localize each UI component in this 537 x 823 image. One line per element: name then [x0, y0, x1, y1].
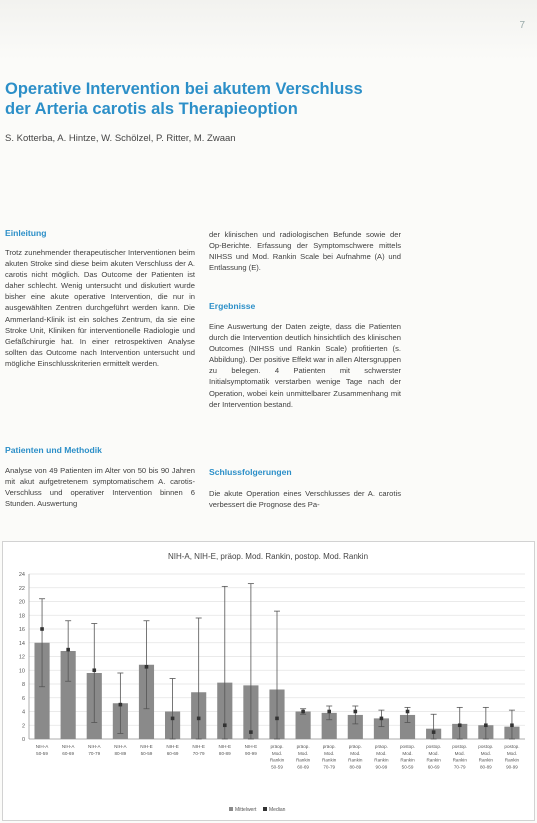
x-tick-label: Rankin	[295, 757, 311, 763]
y-tick-label: 0	[21, 737, 25, 744]
x-tick-label: Rankin	[400, 757, 415, 763]
scan-edge	[0, 0, 537, 60]
x-tick-label: Rankin	[374, 757, 389, 763]
x-tick-label: 70-79	[192, 750, 205, 756]
y-tick-label: 8	[21, 682, 25, 689]
median-point	[249, 730, 253, 734]
x-tick-label: präop.	[270, 744, 284, 749]
section-schluss	[209, 467, 401, 510]
median-point	[354, 710, 358, 714]
figure-chart	[2, 541, 535, 821]
heading-ergebnisse: Ergebnisse	[209, 301, 256, 311]
x-tick-label: NIH-E	[218, 744, 232, 749]
text-patienten: Analyse von 49 Patienten im Alter von 50 bis 90 Jahren mit akut aufgetretenem symptomatischem A. carotis-Verschluss und operativer Intervention binnen 6 Stunden. Auswertung	[5, 466, 195, 509]
median-point	[92, 668, 96, 672]
section-einleitung	[5, 228, 195, 369]
x-tick-label: NIH-E	[166, 744, 179, 749]
median-point	[171, 717, 175, 721]
x-tick-label: 80-89	[218, 750, 231, 756]
article-title-line-2: der Arteria carotis als Therapieoption	[5, 100, 298, 118]
y-tick-label: 12	[18, 654, 25, 661]
x-tick-label: Rankin	[452, 757, 467, 763]
x-tick-label: Rankin	[504, 757, 520, 763]
x-tick-label: Rankin	[426, 757, 441, 763]
x-tick-label: präop.	[348, 744, 362, 749]
section-ergebnisse	[209, 301, 401, 410]
median-point	[484, 723, 488, 727]
x-tick-label: NIH-A	[88, 744, 101, 749]
x-tick-label: postop.	[478, 744, 494, 749]
bar-chart-svg	[3, 542, 534, 820]
chart-title: NIH-A, NIH-E, präop. Mod. Rankin, postop. Mod. Rankin	[167, 552, 369, 561]
median-point	[301, 710, 305, 714]
x-tick-label: Mod.	[506, 750, 518, 756]
median-point	[145, 665, 149, 669]
x-tick-label: 50-59	[401, 764, 414, 770]
x-tick-label: Rankin	[322, 757, 337, 763]
x-tick-label: 90-99	[245, 750, 257, 756]
x-tick-label: postop.	[399, 744, 416, 749]
median-point	[66, 648, 70, 652]
x-tick-label: 80-89	[349, 764, 362, 770]
article-authors: S. Kotterba, A. Hintze, W. Schölzel, P. Ritter, M. Zwaan	[5, 133, 236, 144]
x-tick-label: postop.	[452, 744, 468, 749]
x-tick-label: Mod.	[480, 750, 491, 756]
x-tick-label: Mod.	[376, 750, 387, 756]
x-tick-label: 50-59	[36, 750, 48, 756]
x-tick-label: NIH-A	[114, 744, 127, 749]
x-tick-label: Mod.	[324, 750, 335, 756]
median-point	[380, 717, 384, 721]
legend-label-median: Median	[269, 807, 286, 813]
x-tick-label: 80-89	[114, 750, 127, 756]
x-tick-label: Mod.	[350, 750, 361, 756]
x-tick-label: 90-99	[375, 764, 388, 770]
x-tick-label: Mod.	[428, 750, 439, 756]
heading-schluss: Schlussfolgerungen	[209, 467, 292, 477]
x-tick-label: 50-59	[271, 764, 283, 770]
x-tick-label: Rankin	[348, 757, 363, 763]
x-tick-label: Rankin	[269, 757, 285, 763]
text-schluss: Die akute Operation eines Verschlusses der A. carotis verbessert die Prognose des Pa-	[209, 489, 401, 510]
median-point	[275, 717, 279, 721]
median-point	[197, 717, 201, 721]
x-tick-label: 70-79	[88, 750, 101, 756]
x-tick-label: präop.	[374, 744, 388, 749]
x-tick-label: 70-79	[323, 764, 336, 770]
section-right-intro	[209, 229, 401, 273]
heading-patienten: Patienten und Methodik	[5, 445, 102, 455]
y-tick-label: 16	[18, 627, 25, 634]
x-tick-label: 70-79	[453, 764, 466, 770]
x-tick-label: 90-99	[506, 764, 518, 770]
x-tick-label: 60-69	[62, 750, 75, 756]
y-tick-label: 20	[18, 599, 25, 606]
x-tick-label: NIH-A	[61, 744, 75, 749]
legend-swatch-mittelwert	[229, 807, 233, 811]
heading-einleitung: Einleitung	[5, 228, 47, 238]
x-tick-label: postop.	[504, 744, 520, 749]
median-point	[40, 627, 44, 631]
y-tick-label: 24	[18, 572, 25, 579]
x-tick-label: Mod.	[402, 750, 413, 756]
legend-label-mittelwert: Mittelwert	[235, 807, 257, 813]
text-ergebnisse: Eine Auswertung der Daten zeigte, dass die Patienten durch die Intervention deutlich hinsichtlich des klinischen Outcomes (NIHSS und Rankin Scale) profitierten (s. Abbildung). Der positive Effekt war in allen Altersgruppen zu belegen. 4 Patienten mit schwerster Initialsymptomatik verstarben wenige Tage nach der Operation, wobei kein unmittelbarer Zusammenhang mit der Intervention bestand.	[209, 322, 401, 409]
median-point	[510, 723, 514, 727]
median-point	[119, 703, 123, 707]
text-right-intro: der klinischen und radiologischen Befunde sowie der Op-Berichte. Erfassung der Symptomschwere mittels NIHSS und Mod. Rankin Scale bei Aufnahme (A) und Entlassung (E).	[209, 230, 401, 273]
x-tick-label: postop.	[426, 744, 442, 749]
x-tick-label: 80-89	[479, 764, 492, 770]
y-tick-label: 10	[18, 668, 25, 675]
x-tick-label: präop.	[322, 744, 336, 749]
x-tick-label: 60-69	[427, 764, 440, 770]
x-tick-label: NIH-E	[244, 744, 258, 749]
y-tick-label: 22	[18, 585, 25, 592]
x-tick-label: NIH-E	[192, 744, 205, 749]
median-point	[406, 710, 410, 714]
x-tick-label: NIH-A	[35, 744, 49, 749]
y-tick-label: 14	[18, 640, 25, 647]
article-title	[5, 79, 525, 119]
x-tick-label: Mod.	[454, 750, 465, 756]
median-point	[327, 710, 331, 714]
text-einleitung: Trotz zunehmender therapeutischer Interventionen beim akuten Stroke sind diese beim akuten Verschluss der A. carotis nicht möglich. Das Outcome der Patienten ist daher schlecht. Wenig untersucht und diskutiert wurde bisher eine akute operative Intervention, die nur in ausgewählten Zentren durchgeführt werden kann. Die Ammerland-Klinik ist ein solches Zentrum, da sie eine Stroke Unit, Kliniken für interventionelle Radiologie und Gefäßchirurgie hat. In einer retrospektiven Analyse sollten das Outcome nach Intervention untersucht und mögliche Einschlusskriterien ermittelt werden.	[5, 248, 195, 368]
section-patienten	[5, 445, 195, 509]
x-tick-label: Mod.	[271, 750, 283, 756]
x-tick-label: 50-59	[140, 750, 153, 756]
x-tick-label: 60-69	[166, 750, 179, 756]
x-tick-label: präop.	[296, 744, 310, 749]
y-tick-label: 4	[21, 709, 25, 716]
x-tick-label: Rankin	[478, 757, 493, 763]
page-number: 7	[519, 20, 525, 31]
legend-swatch-median	[263, 807, 267, 811]
y-tick-label: 2	[21, 723, 25, 730]
article-title-line-1: Operative Intervention bei akutem Verschluss	[5, 80, 363, 98]
median-point	[458, 723, 462, 727]
median-point	[432, 730, 436, 734]
y-tick-label: 6	[21, 695, 25, 702]
bar-mittelwert	[296, 712, 311, 740]
x-tick-label: Mod.	[297, 750, 309, 756]
x-tick-label: NIH-E	[140, 744, 153, 749]
y-tick-label: 18	[18, 613, 25, 620]
median-point	[223, 723, 227, 727]
x-tick-label: 60-69	[297, 764, 309, 770]
